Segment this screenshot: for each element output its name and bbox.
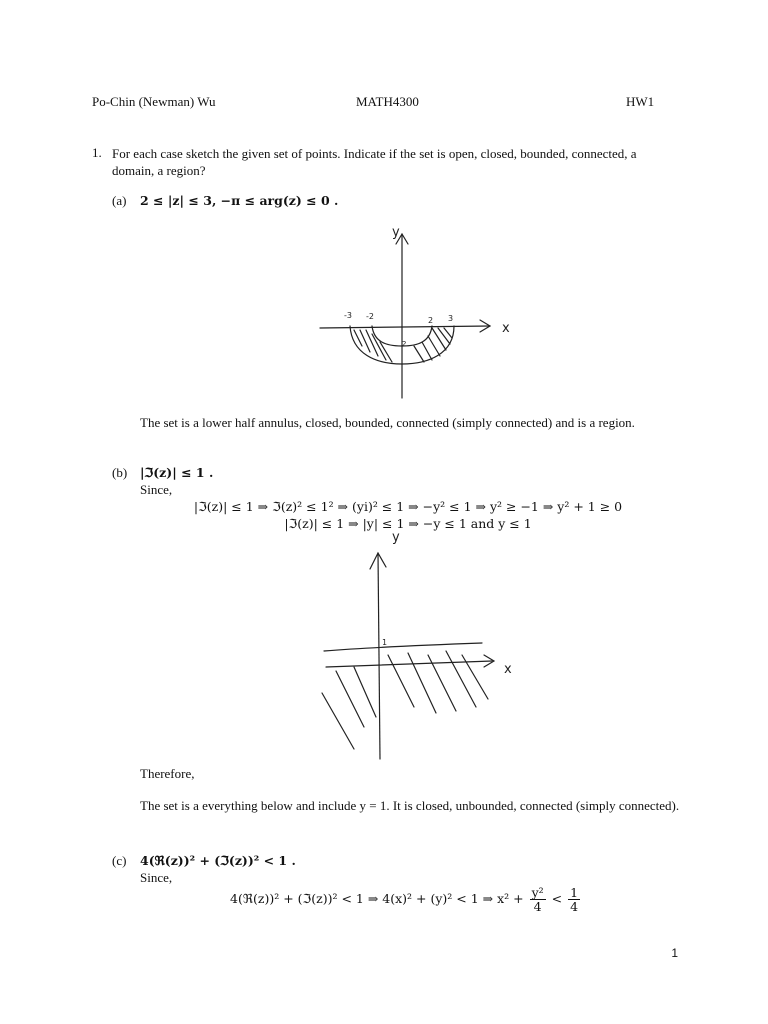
less-than-sign: < [551, 891, 563, 906]
tick-inner: 2 [402, 340, 407, 348]
x-axis [320, 326, 490, 328]
tick-neg2: -2 [366, 312, 374, 321]
tick-2: 2 [428, 316, 434, 325]
fraction-denominator: 4 [533, 899, 542, 914]
sketch-lower-half-annulus [316, 222, 516, 402]
part-b-since: Since, [140, 482, 173, 497]
tick-3: 3 [448, 314, 454, 323]
x-axis-label: x [502, 321, 510, 336]
part-c-since: Since, [140, 870, 173, 885]
tick-neg3: -3 [344, 311, 352, 320]
part-b-condition: |ℑ(z)| ≤ 1 . [140, 465, 214, 480]
part-b-label: (b) [112, 465, 128, 480]
fraction-denominator: 4 [570, 899, 579, 914]
part-b-therefore: Therefore, [140, 766, 195, 781]
part-b-equation-1: |ℑ(z)| ≤ 1 ⇒ ℑ(z)² ≤ 1² ⇒ (yi)² ≤ 1 ⇒ −y² ≤ 1 ⇒ y² ≥ −1 ⇒ y² + 1 ≥ 0 [193, 499, 623, 514]
fraction-numerator: 1 [570, 885, 579, 900]
line-y-equals-1 [324, 643, 482, 651]
page-number: 1 [671, 946, 678, 960]
part-a-condition: 2 ≤ |z| ≤ 3, −π ≤ arg(z) ≤ 0 . [140, 193, 339, 208]
y-axis [378, 553, 380, 759]
x-axis-label: x [504, 662, 512, 677]
fraction-y2-over-4 [530, 886, 546, 913]
fraction-numerator: y² [531, 885, 544, 900]
part-c-condition: 4(ℜ(z))² + (ℑ(z))² < 1 . [140, 853, 296, 868]
part-c-equation [230, 886, 582, 913]
part-a-answer: The set is a lower half annulus, closed, bounded, connected (simply connected) and is a region. [140, 415, 635, 430]
part-c-label: (c) [112, 853, 127, 868]
course-code: MATH4300 [356, 94, 419, 109]
part-b-equation-2: |ℑ(z)| ≤ 1 ⇒ |y| ≤ 1 ⇒ −y ≤ 1 and y ≤ 1 [284, 516, 532, 531]
tick-1: 1 [382, 638, 388, 647]
part-c-equation-left: 4(ℜ(z))² + (ℑ(z))² < 1 ⇒ 4(x)² + (y)² < 1 ⇒ x² + [230, 891, 524, 906]
part-b-answer: The set is a everything below and include y = 1. It is closed, unbounded, connected (simply connected). [140, 798, 680, 813]
y-axis-label: y [392, 225, 400, 240]
question-prompt: For each case sketch the given set of points. Indicate if the set is open, closed, bounded, connected, a domain, a region? [112, 146, 637, 178]
y-axis-label: y [392, 530, 400, 545]
assignment-label: HW1 [626, 94, 655, 109]
question-number: 1. [92, 145, 102, 160]
fraction-1-over-4 [568, 886, 580, 913]
part-a-label: (a) [112, 193, 127, 208]
sketch-half-plane [316, 527, 526, 765]
author-name: Po-Chin (Newman) Wu [92, 94, 216, 109]
